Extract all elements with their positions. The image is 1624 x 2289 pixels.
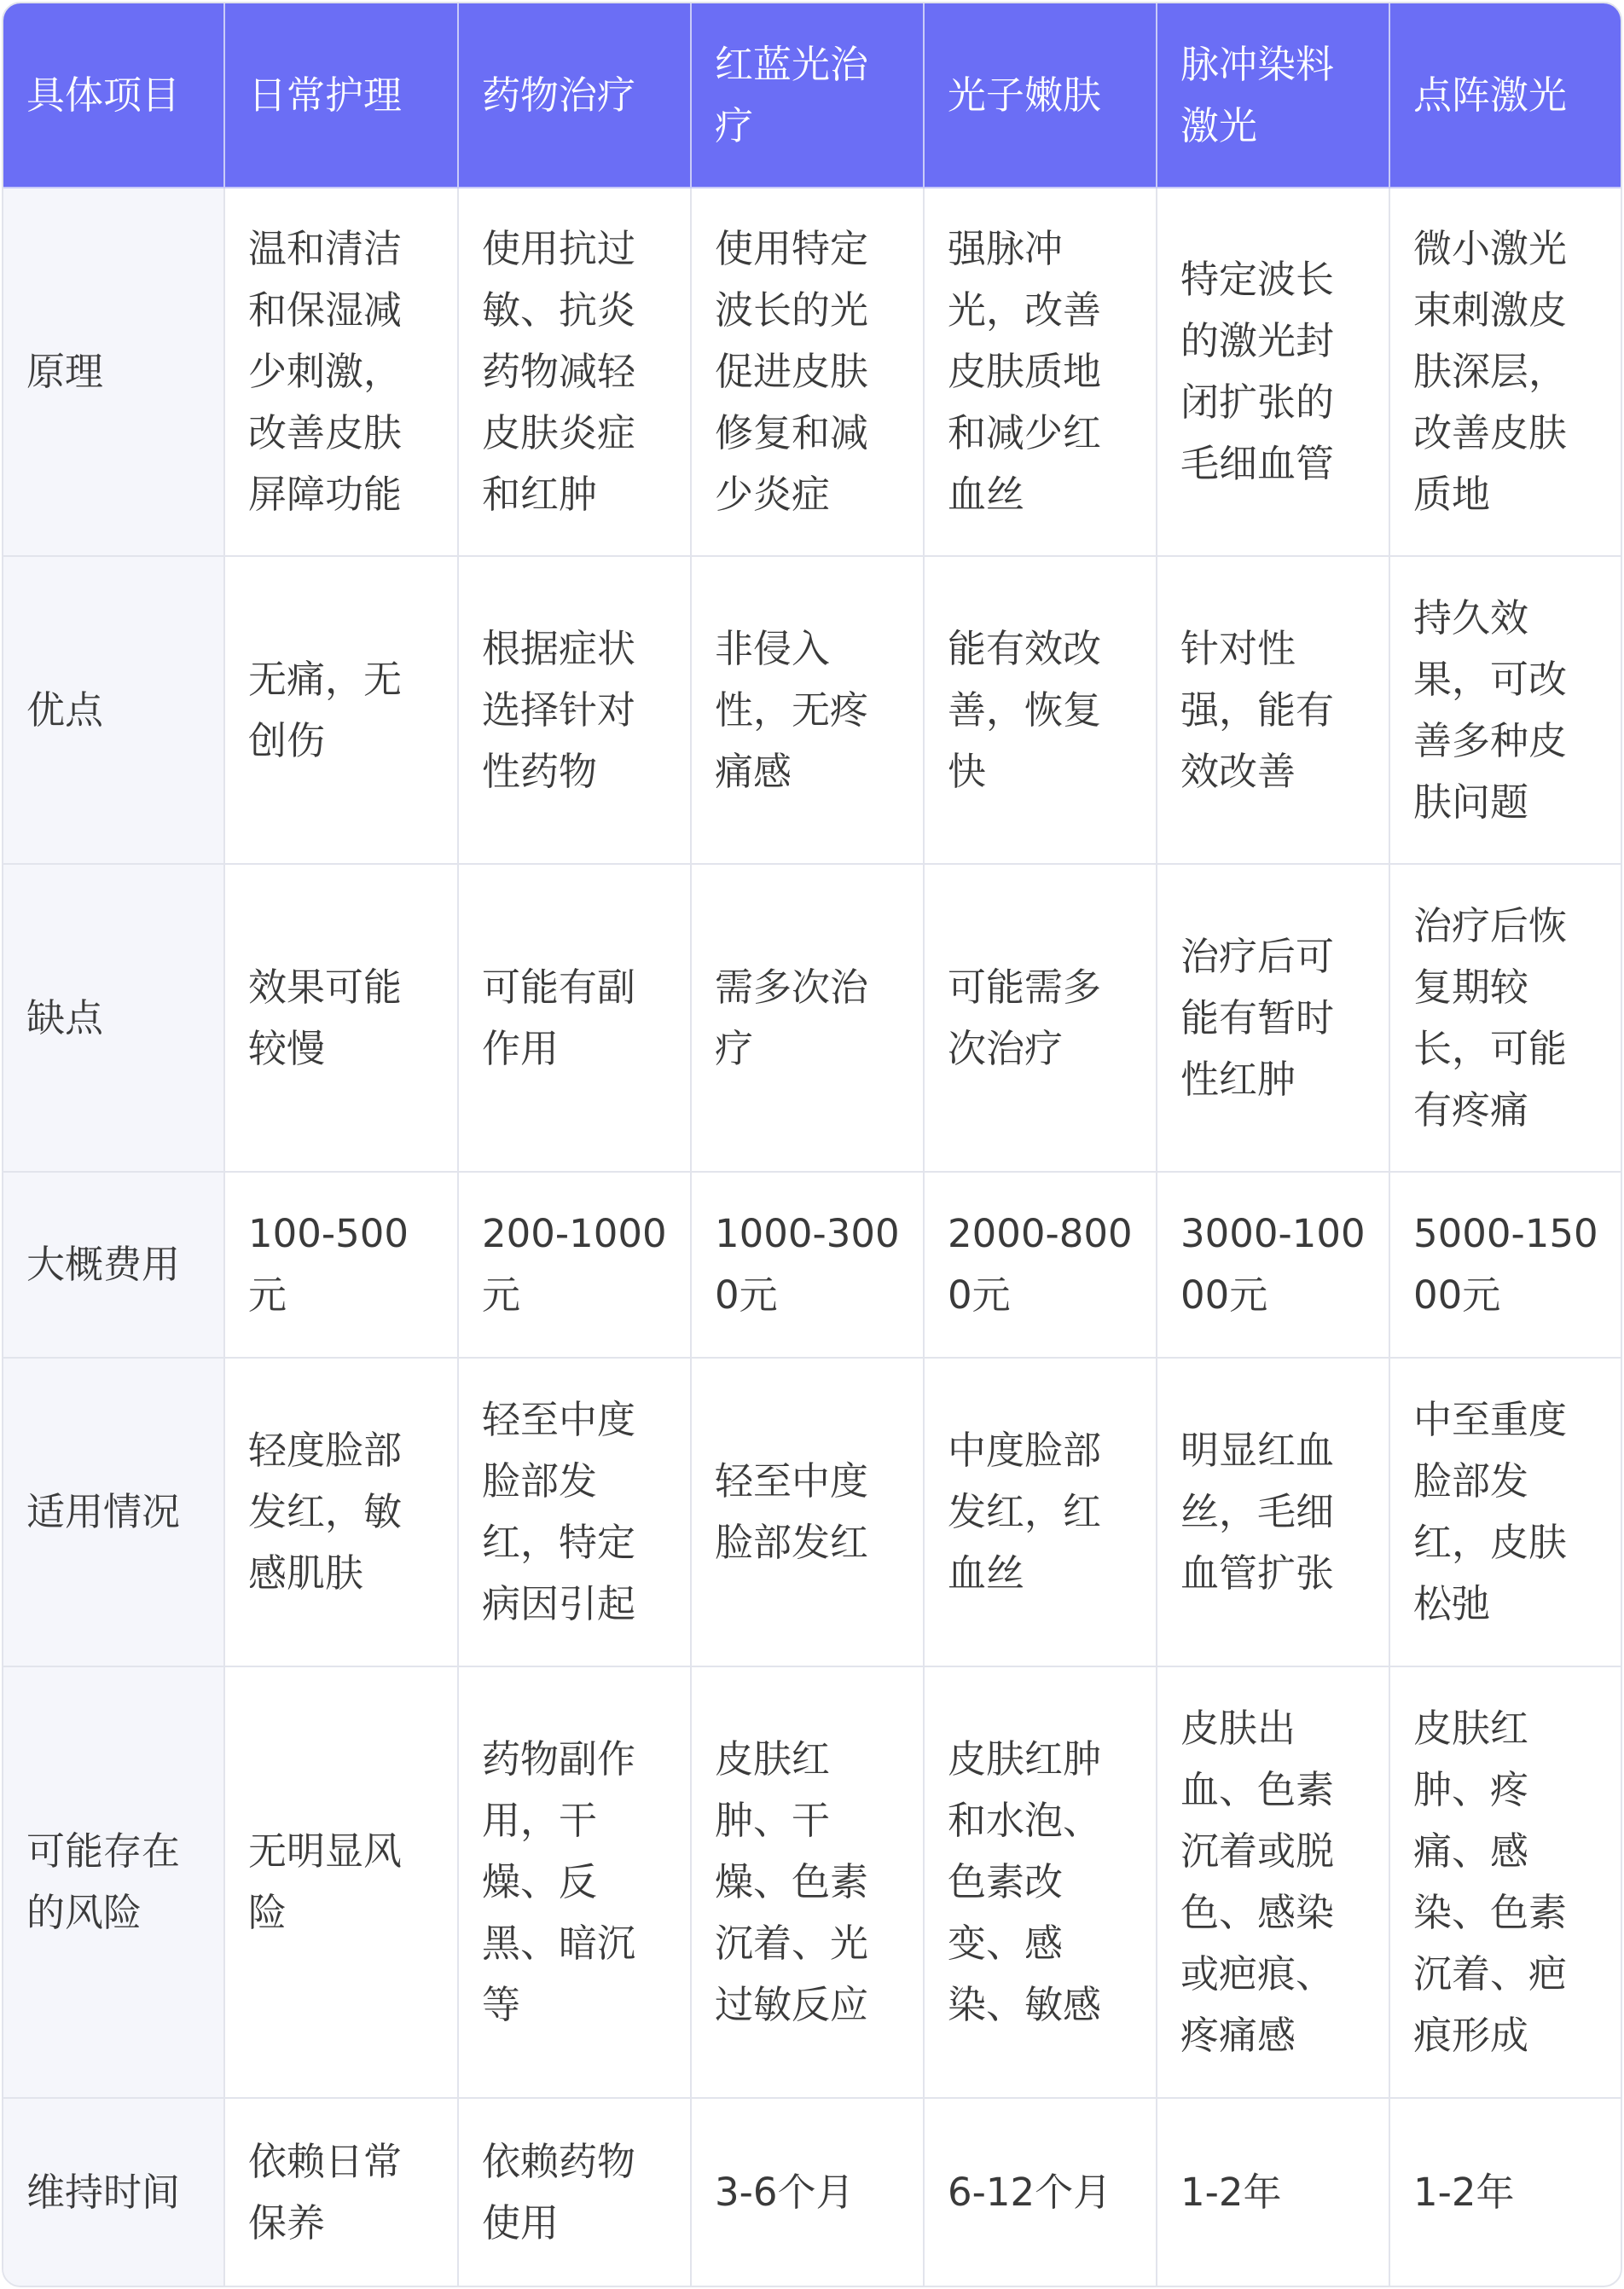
- row-header: 大概费用: [3, 1172, 224, 1358]
- column-header-item: 具体项目: [3, 3, 224, 188]
- table-row: [3, 556, 1622, 864]
- table-cell: 治疗后恢复期较长，可能有疼痛: [1389, 864, 1622, 1172]
- row-header: 适用情况: [3, 1358, 224, 1666]
- table-cell: 皮肤红肿、干燥、色素沉着、光过敏反应: [691, 1666, 924, 2098]
- table-cell: 轻至中度脸部发红，特定病因引起: [458, 1358, 691, 1666]
- column-header-medication: 药物治疗: [458, 3, 691, 188]
- table-row: [3, 1358, 1622, 1666]
- table-row: [3, 188, 1622, 556]
- row-header: 优点: [3, 556, 224, 864]
- table-cell: 使用抗过敏、抗炎药物减轻皮肤炎症和红肿: [458, 188, 691, 556]
- table-cell: 无明显风险: [224, 1666, 458, 2098]
- table-cell: 需多次治疗: [691, 864, 924, 1172]
- table-cell: 3-6个月: [691, 2098, 924, 2286]
- table-cell: 可能有副作用: [458, 864, 691, 1172]
- column-header-red-blue-light: 红蓝光治疗: [691, 3, 924, 188]
- table-cell: 强脉冲光，改善皮肤质地和减少红血丝: [924, 188, 1157, 556]
- table-cell: 5000-15000元: [1389, 1172, 1622, 1358]
- table-cell: 药物副作用，干燥、反黑、暗沉等: [458, 1666, 691, 2098]
- row-header: 原理: [3, 188, 224, 556]
- table-cell: 根据症状选择针对性药物: [458, 556, 691, 864]
- table-cell: 轻至中度脸部发红: [691, 1358, 924, 1666]
- table-cell: 温和清洁和保湿减少刺激，改善皮肤屏障功能: [224, 188, 458, 556]
- table-cell: 效果可能较慢: [224, 864, 458, 1172]
- table-cell: 非侵入性，无疼痛感: [691, 556, 924, 864]
- table-row: [3, 1172, 1622, 1358]
- table-cell: 轻度脸部发红，敏感肌肤: [224, 1358, 458, 1666]
- column-header-photorejuvenation: 光子嫩肤: [924, 3, 1157, 188]
- table-cell: 2000-8000元: [924, 1172, 1157, 1358]
- table-cell: 明显红血丝，毛细血管扩张: [1157, 1358, 1389, 1666]
- table-row: [3, 1666, 1622, 2098]
- row-header: 缺点: [3, 864, 224, 1172]
- column-header-pulsed-dye-laser: 脉冲染料激光: [1157, 3, 1389, 188]
- table-cell: 微小激光束刺激皮肤深层，改善皮肤质地: [1389, 188, 1622, 556]
- table-header-row: [3, 3, 1622, 188]
- column-header-daily-care: 日常护理: [224, 3, 458, 188]
- table-cell: 100-500元: [224, 1172, 458, 1358]
- table-cell: 200-1000元: [458, 1172, 691, 1358]
- table-cell: 1-2年: [1389, 2098, 1622, 2286]
- table-cell: 依赖药物使用: [458, 2098, 691, 2286]
- treatment-comparison-table: [3, 3, 1622, 2286]
- row-header: 维持时间: [3, 2098, 224, 2286]
- column-header-fractional-laser: 点阵激光: [1389, 3, 1622, 188]
- table-cell: 中度脸部发红，红血丝: [924, 1358, 1157, 1666]
- table-cell: 皮肤红肿和水泡、色素改变、感染、敏感: [924, 1666, 1157, 2098]
- table-cell: 1000-3000元: [691, 1172, 924, 1358]
- table-cell: 3000-10000元: [1157, 1172, 1389, 1358]
- table-cell: 针对性强，能有效改善: [1157, 556, 1389, 864]
- table-cell: 依赖日常保养: [224, 2098, 458, 2286]
- table-row: [3, 864, 1622, 1172]
- table-cell: 无痛，无创伤: [224, 556, 458, 864]
- table-cell: 使用特定波长的光促进皮肤修复和减少炎症: [691, 188, 924, 556]
- table-cell: 6-12个月: [924, 2098, 1157, 2286]
- table-cell: 皮肤出血、色素沉着或脱色、感染或疤痕、疼痛感: [1157, 1666, 1389, 2098]
- table-cell: 中至重度脸部发红，皮肤松弛: [1389, 1358, 1622, 1666]
- table-cell: 皮肤红肿、疼痛、感染、色素沉着、疤痕形成: [1389, 1666, 1622, 2098]
- table-cell: 持久效果，可改善多种皮肤问题: [1389, 556, 1622, 864]
- table-cell: 可能需多次治疗: [924, 864, 1157, 1172]
- table-cell: 治疗后可能有暂时性红肿: [1157, 864, 1389, 1172]
- row-header: 可能存在的风险: [3, 1666, 224, 2098]
- table-cell: 特定波长的激光封闭扩张的毛细血管: [1157, 188, 1389, 556]
- table-cell: 能有效改善，恢复快: [924, 556, 1157, 864]
- table-row: [3, 2098, 1622, 2286]
- comparison-table-container: [2, 2, 1622, 2287]
- table-cell: 1-2年: [1157, 2098, 1389, 2286]
